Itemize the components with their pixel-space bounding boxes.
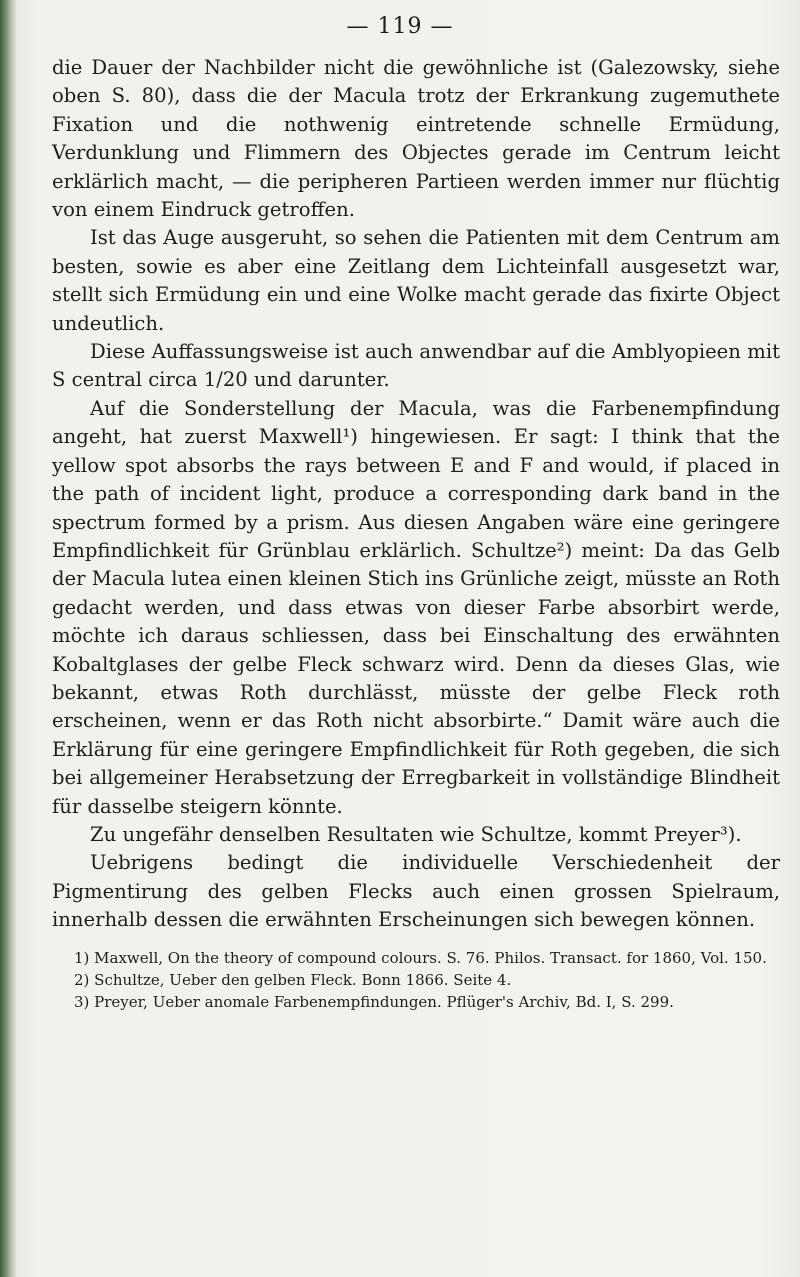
paragraph: Uebrigens bedingt die individuelle Verschiedenheit der Pigmentirung des gelben Flecks auch einen grossen Spielraum, innerhalb dessen die erwähnten Erscheinungen sich bewegen können. [52,851,780,932]
paragraph: Diese Auffassungsweise ist auch anwendbar auf die Amblyopieen mit S central circa 1/20 und darunter. [52,340,780,392]
paragraph: Auf die Sonderstellung der Macula, was die Farbenempfindung angeht, hat zuerst Maxwell¹) hingewiesen. Er sagt: I think that the yellow spot absorbs the rays between E and F and would, if placed in the path of incident light, produce a corresponding dark band in the spectrum formed by a prism. Aus diesen Angaben wäre eine geringere Empfindlichkeit für Grünblau erklärlich. Schultze²) meint: Da das Gelb der Macula lutea einen kleinen Stich ins Grünliche zeigt, müsste an Roth gedacht werden, und dass etwas von dieser Farbe absorbirt werde, möchte ich daraus schliessen, dass bei Einschaltung des erwähnten Kobaltglases der gelbe Fleck schwarz wird. Denn da dieses Glas, wie bekannt, etwas Roth durchlässt, müsste der gelbe Fleck roth erscheinen, wenn er das Roth nicht absorbirte.“ Damit wäre auch die Erklärung für eine geringere Empfindlichkeit für Roth gegeben, die sich bei allgemeiner Herabsetzung der Erregbarkeit in vollständige Blindheit für dasselbe steigern könnte. [52,396,780,818]
paragraph: Ist das Auge ausgeruht, so sehen die Patienten mit dem Centrum am besten, sowie es aber eine Zeitlang dem Lichteinfall ausgesetzt war, stellt sich Ermüdung ein und eine Wolke macht gerade das fixirte Object undeutlich. [52,226,780,335]
paragraph: Zu ungefähr denselben Resultaten wie Schultze, kommt Preyer³). [90,822,742,846]
body-text [52,54,780,1013]
footnote: 3) Preyer, Ueber anomale Farbenempfindungen. Pflüger's Archiv, Bd. I, S. 299. [74,992,674,1011]
footnote: 2) Schultze, Ueber den gelben Fleck. Bonn 1866. Seite 4. [74,970,512,989]
book-spine-edge [0,0,16,1277]
footnote: 1) Maxwell, On the theory of compound colours. S. 76. Philos. Transact. for 1860, Vol. 150. [74,948,767,967]
page-number: — 119 — [346,14,454,39]
paragraph: die Dauer der Nachbilder nicht die gewöhnliche ist (Galezowsky, siehe oben S. 80), dass die der Macula trotz der Erkrankung zugemuthete Fixation und die nothwenig eintretende schnelle Ermüdung, Verdunklung und Flimmern des Objectes gerade im Centrum leicht erklärlich macht, — die peripheren Partieen werden immer nur flüchtig von einem Eindruck getroffen. [52,56,780,222]
footnotes [52,947,780,1013]
